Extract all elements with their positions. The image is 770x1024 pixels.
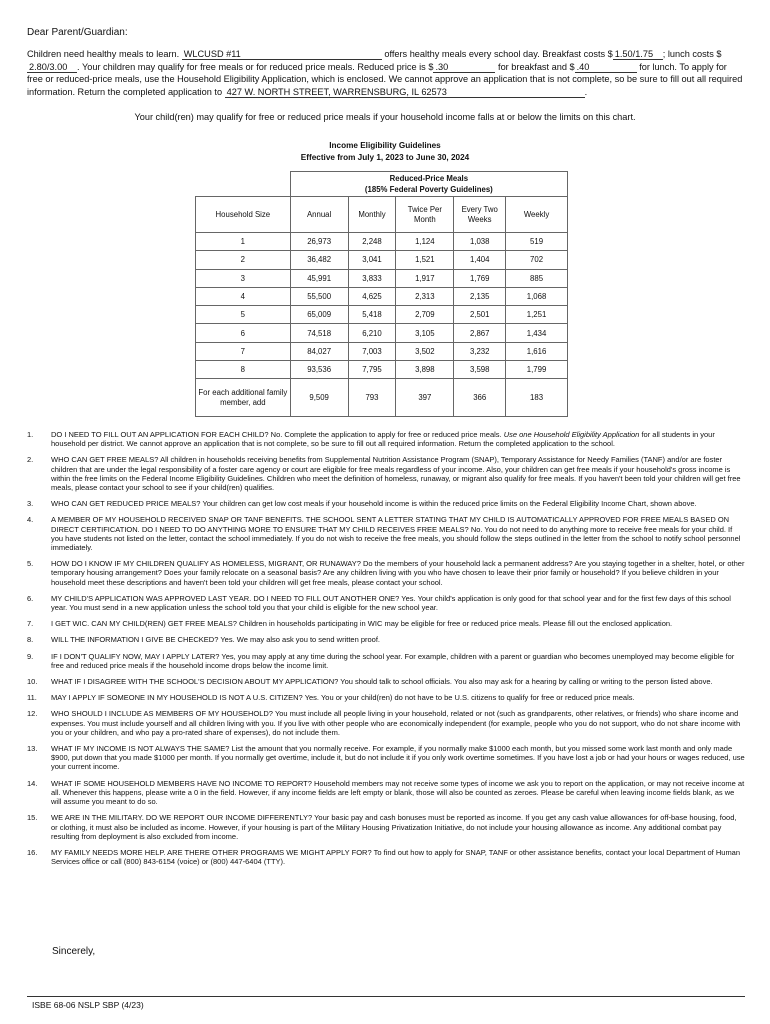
faq-item	[27, 779, 745, 807]
table-cell: 2,867	[454, 324, 506, 342]
faq-answer: List the amount that you normally receive. For example, if you normally make $1000 each month, but you missed some work last month and only made $900, put down that you made $1000 per month. If you normally get overtime, include it, but do not include it if you only work overtime sometimes. If you have lost a job or had your hours or wages reduced, use your current income.	[51, 744, 745, 772]
faq-number: 8.	[27, 635, 34, 645]
table-cell: 74,518	[290, 324, 348, 342]
faq-number: 6.	[27, 593, 34, 603]
district-field: WLCUSD #11	[182, 49, 382, 60]
faq-item	[27, 499, 745, 508]
table-column-headers	[196, 197, 568, 233]
table-cell: 7	[196, 342, 291, 360]
faq-number: 11.	[27, 693, 37, 703]
table-cell: 2,709	[396, 306, 454, 324]
table-cell: 3,898	[396, 361, 454, 379]
faq-number: 13.	[27, 744, 38, 754]
table-cell: 6	[196, 324, 291, 342]
table-row	[196, 361, 568, 379]
salutation: Dear Parent/Guardian:	[27, 27, 128, 38]
faq-answer: Your children can get low cost meals if your household income is within the reduced price limits on the Federal Eligibility Income Chart, shown above.	[202, 499, 697, 509]
table-cell: 793	[348, 379, 396, 417]
table-cell: 2	[196, 251, 291, 269]
faq-answer: To find out how to apply for SNAP, TANF or other assistance benefits, contact your local Department of Human Services office or call (800) 843-6154 (voice) or (800) 447-6404 (TTY).	[51, 847, 741, 867]
table-cell: 4	[196, 287, 291, 305]
column-header: Twice Per Month	[396, 197, 454, 233]
table-row	[196, 342, 568, 360]
qualify-note: Your child(ren) may qualify for free or reduced price meals if your household income falls at or below the limits on this chart.	[134, 112, 636, 122]
faq-answer: Do the members of your household lack a permanent address? Are you staying together in a shelter, hotel, or other temporary housing arrangement? Does your family relocate on a seasonal basis? Are any children living with you who have chosen to leave their prior family or household? If you believe children in your household meet these descriptions and haven't been told your children will get free meals, please contact your school.	[51, 559, 745, 587]
table-cell: 55,500	[290, 287, 348, 305]
table-cell: 1,404	[454, 251, 506, 269]
table-cell: 3,502	[396, 342, 454, 360]
table-cell: 1,616	[506, 342, 568, 360]
column-header: Every Two Weeks	[454, 197, 506, 233]
faq-number: 16.	[27, 847, 38, 857]
faq-item	[27, 677, 745, 686]
table-cell: For each additional family member, add	[196, 379, 291, 417]
table-row	[196, 324, 568, 342]
intro-text-1: Children need healthy meals to learn.	[27, 49, 180, 59]
table-cell: 7,003	[348, 342, 396, 360]
table-cell: 1,799	[506, 361, 568, 379]
reduced-breakfast-field: .30	[433, 62, 495, 73]
column-header: Weekly	[506, 197, 568, 233]
table-cell: 885	[506, 269, 568, 287]
table-cell: 702	[506, 251, 568, 269]
faq-answer: Children in households participating in WIC may be eligible for free or reduced price meals. Please fill out the enclosed application.	[238, 619, 673, 629]
table-cell: 2,248	[348, 233, 396, 251]
table-cell: 26,973	[290, 233, 348, 251]
faq-item	[27, 709, 745, 737]
table-heading	[0, 140, 770, 164]
intro-text-4: . Your children may qualify for free meals or for reduced price meals. Reduced price is $	[77, 61, 434, 72]
table-cell: 3,232	[454, 342, 506, 360]
faq-item	[27, 813, 745, 841]
table-cell: 3	[196, 269, 291, 287]
faq-question: WHAT IF MY INCOME IS NOT ALWAYS THE SAME?	[51, 744, 230, 754]
table-cell: 4,625	[348, 287, 396, 305]
table-cell: 1,038	[454, 233, 506, 251]
table-cell: 1,769	[454, 269, 506, 287]
table-cell: 2,313	[396, 287, 454, 305]
table-cell: 1,521	[396, 251, 454, 269]
faq-question: WILL THE INFORMATION I GIVE BE CHECKED?	[51, 635, 219, 645]
intro-paragraph	[27, 48, 745, 98]
faq-question: MY FAMILY NEEDS MORE HELP. ARE THERE OTHER PROGRAMS WE MIGHT APPLY FOR?	[51, 847, 372, 857]
intro-text-5: for breakfast and $	[498, 61, 575, 72]
table-cell: 1,251	[506, 306, 568, 324]
faq-answer: Yes, you may apply at any time during the school year. For example, children with a parent or guardian who becomes unemployed may become eligible for free and reduced price meals if the household income drops below the income limit.	[51, 651, 735, 670]
faq-number: 2.	[27, 455, 34, 465]
faq-number: 1.	[27, 430, 34, 439]
faq-item	[27, 652, 745, 670]
table-cell: 1,434	[506, 324, 568, 342]
table-cell: 5,418	[348, 306, 396, 324]
faq-question: WHO SHOULD I INCLUDE AS MEMBERS OF MY HOUSEHOLD?	[51, 709, 273, 719]
table-corner	[196, 172, 291, 197]
faq-question: I GET WIC. CAN MY CHILD(REN) GET FREE MEALS?	[51, 619, 237, 629]
faq-number: 4.	[27, 515, 34, 525]
intro-text-2: offers healthy meals every school day. Breakfast costs $	[384, 49, 613, 59]
column-header: Monthly	[348, 197, 396, 233]
group-header-line-1: Reduced-Price Meals	[389, 174, 469, 183]
faq-answer: No. You do not need to do anything more to receive free meals for your child. If you have students not listed on the letter, contact the school immediately. If you do not wish to receive the free meals, you should follow the steps outlined in the letter from the school to notify school personnel immediately.	[51, 524, 741, 553]
footer-divider	[27, 996, 745, 997]
faq-question: A MEMBER OF MY HOUSEHOLD RECEIVED SNAP OR TANF BENEFITS. THE SCHOOL SENT A LETTER STATING THAT MY CHILD IS AUTOMATICALLY APPROVED FOR FREE MEALS BASED ON DIRECT CERTIFICATION. DO I NEED TO DO ANYTHING MORE TO ENSURE THAT MY CHILD RECEIVES FREE MEALS?	[51, 515, 730, 534]
column-header: Annual	[290, 197, 348, 233]
faq-answer: Household members may not receive some types of income we ask you to report on the application, or may not receive income at all. Whenever this happens, please write a 0 in the field. However, if any income fields are left empty or blank, those will also be counted as zeroes. Please be careful when leaving income fields blank, as we will assume you meant to do so.	[51, 778, 745, 807]
faq-answer-continued: for all students in your household per district. We cannot approve an application that is not complete, so be sure to fill out all required information. Return the completed application to the school.	[51, 430, 715, 449]
faq-answer: You should talk to school officials. You also may ask for a hearing by calling or writing to the person listed above.	[340, 677, 713, 687]
faq-item	[27, 693, 745, 702]
table-effective-date: Effective from July 1, 2023 to June 30, 2024	[300, 153, 470, 162]
column-header: Household Size	[196, 197, 291, 233]
faq-question: WE ARE IN THE MILITARY. DO WE REPORT OUR INCOME DIFFERENTLY?	[51, 813, 313, 823]
table-group-header	[290, 172, 567, 197]
faq-item	[27, 455, 745, 492]
table-title: Income Eligibility Guidelines	[329, 141, 441, 150]
faq-question: WHAT IF I DISAGREE WITH THE SCHOOL'S DECISION ABOUT MY APPLICATION?	[51, 677, 339, 687]
faq-number: 10.	[27, 677, 38, 687]
faq-item	[27, 515, 745, 552]
table-row	[196, 269, 568, 287]
table-cell: 93,536	[290, 361, 348, 379]
faq-answer: You must include all people living in your household, related or not (such as grandparents, other relatives, or friends) who share income and expenses. You must include yourself and all children living with you. If you live with other people who are economically independent (for example, people who you do not support, who do not share income with you or your children, and who pay a pro-rated share of expenses), do not include them.	[51, 709, 741, 737]
table-cell: 7,795	[348, 361, 396, 379]
faq-answer-emphasis: Use one Household Eligibility Application	[503, 430, 640, 439]
faq-question: WHO CAN GET REDUCED PRICE MEALS?	[51, 499, 201, 509]
faq-answer: All children in households receiving benefits from Supplemental Nutrition Assistance Program (SNAP), Temporary Assistance for Needy Families (TANF) and/or are foster children that are under the legal responsibility of a foster care agency or court are eligible for free meals regardless of your income. Also, your children can get free meals if your household's gross income is within the free limits on the Federal Income Eligibility Guidelines. Children who meet the definition of homeless, runaway, or migrant also qualify for free meals. If you haven't been told your children will get free meals, please contact your school to see if your child(ren) qualifies.	[51, 455, 741, 493]
table-cell: 1,124	[396, 233, 454, 251]
closing: Sincerely,	[52, 946, 96, 957]
intro-text-7: .	[584, 86, 588, 97]
table-cell: 397	[396, 379, 454, 417]
faq-question: IF I DON'T QUALIFY NOW, MAY I APPLY LATER?	[51, 651, 220, 661]
income-eligibility-table	[195, 171, 568, 417]
faq-number: 5.	[27, 559, 34, 569]
faq-item	[27, 848, 745, 866]
table-row	[196, 287, 568, 305]
faq-question: MY CHILD'S APPLICATION WAS APPROVED LAST YEAR. DO I NEED TO FILL OUT ANOTHER ONE?	[51, 593, 400, 603]
group-header-line-2: (185% Federal Poverty Guidelines)	[364, 185, 493, 194]
lunch-price-field: 2.80/3.00	[27, 62, 77, 73]
table-row	[196, 233, 568, 251]
table-row-additional	[196, 379, 568, 417]
faq-question: WHO CAN GET FREE MEALS?	[51, 455, 159, 465]
faq-number: 7.	[27, 619, 34, 629]
faq-item	[27, 430, 745, 448]
intro-text-6: for lunch. To apply for free or reduced-price meals, use the Household Eligibility Application, which is enclosed. We cannot approve an application that is not complete, so be sure to fill out all required information. Return the completed application to	[27, 61, 743, 97]
table-cell: 3,041	[348, 251, 396, 269]
faq-item	[27, 559, 745, 587]
table-row	[196, 251, 568, 269]
faq-item	[27, 594, 745, 612]
table-cell: 519	[506, 233, 568, 251]
faq-item	[27, 619, 745, 628]
table-cell: 45,991	[290, 269, 348, 287]
faq-answer: Yes. We may also ask you to send written proof.	[220, 635, 381, 645]
faq-number: 3.	[27, 499, 34, 509]
faq-answer: Your basic pay and cash bonuses must be reported as income. If you get any cash value allowances for off-base housing, food, or clothing, it must also be included as income. However, if your housing is part of the Military Housing Privatization Initiative, do not include your housing allowance as income. Any additional combat pay resulting from deployment is also excluded from income.	[51, 813, 737, 841]
faq-answer: Yes. Your child's application is only good for that school year and for the first few days of this school year. You must send in a new application unless the school told you that your child is eligible for the new school year.	[51, 593, 731, 613]
faq-number: 9.	[27, 651, 34, 661]
table-cell: 366	[454, 379, 506, 417]
faq-number: 15.	[27, 813, 38, 823]
faq-item	[27, 744, 745, 772]
faq-answer: No. Complete the application to apply for free or reduced price meals.	[270, 430, 502, 439]
table-cell: 2,135	[454, 287, 506, 305]
table-cell: 1,068	[506, 287, 568, 305]
table-cell: 3,598	[454, 361, 506, 379]
faq-number: 14.	[27, 778, 38, 788]
table-cell: 84,027	[290, 342, 348, 360]
faq-question: DO I NEED TO FILL OUT AN APPLICATION FOR EACH CHILD?	[51, 430, 269, 439]
table-cell: 183	[506, 379, 568, 417]
table-cell: 36,482	[290, 251, 348, 269]
faq-list	[27, 430, 745, 873]
table-cell: 65,009	[290, 306, 348, 324]
table-cell: 2,501	[454, 306, 506, 324]
intro-text-3: ; lunch costs $	[662, 49, 722, 59]
table-cell: 1	[196, 233, 291, 251]
table-row	[196, 306, 568, 324]
faq-answer: Yes. You or your child(ren) do not have to be U.S. citizens to qualify for free or reduced price meals.	[304, 693, 635, 703]
table-cell: 6,210	[348, 324, 396, 342]
return-address-field: 427 W. NORTH STREET, WARRENSBURG, IL 62573	[225, 87, 585, 98]
faq-question: HOW DO I KNOW IF MY CHILDREN QUALIFY AS HOMELESS, MIGRANT, OR RUNAWAY?	[51, 559, 361, 569]
faq-item	[27, 635, 745, 644]
table-cell: 3,105	[396, 324, 454, 342]
table-cell: 9,509	[290, 379, 348, 417]
form-id: ISBE 68-06 NSLP SBP (4/23)	[32, 1000, 144, 1010]
reduced-lunch-field: .40	[575, 62, 637, 73]
faq-question: MAY I APPLY IF SOMEONE IN MY HOUSEHOLD IS NOT A U.S. CITIZEN?	[51, 693, 303, 703]
table-cell: 1,917	[396, 269, 454, 287]
table-cell: 5	[196, 306, 291, 324]
breakfast-price-field: 1.50/1.75	[613, 49, 663, 60]
faq-question: WHAT IF SOME HOUSEHOLD MEMBERS HAVE NO INCOME TO REPORT?	[51, 778, 312, 788]
table-cell: 3,833	[348, 269, 396, 287]
faq-number: 12.	[27, 709, 38, 719]
table-cell: 8	[196, 361, 291, 379]
